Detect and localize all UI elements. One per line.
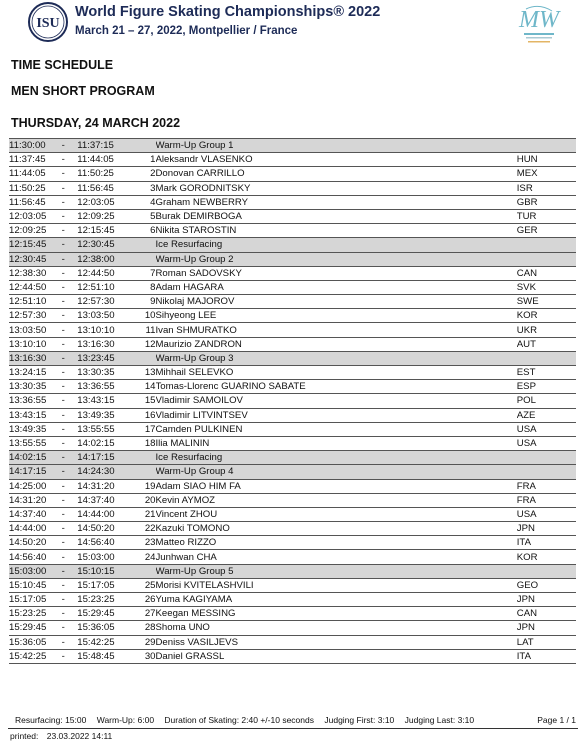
start-time: 13:24:15 xyxy=(9,366,49,380)
start-time: 14:02:15 xyxy=(9,451,49,465)
end-time: 14:56:40 xyxy=(77,536,137,550)
end-time: 13:10:10 xyxy=(77,323,137,337)
start-time: 13:55:55 xyxy=(9,436,49,450)
nation-code: USA xyxy=(517,507,576,521)
start-number: 20 xyxy=(137,493,155,507)
start-time: 14:31:20 xyxy=(9,493,49,507)
end-time: 13:03:50 xyxy=(77,309,137,323)
event-title: MEN SHORT PROGRAM xyxy=(11,84,155,98)
schedule-row xyxy=(9,649,576,663)
start-time: 12:44:50 xyxy=(9,280,49,294)
start-number xyxy=(137,465,155,479)
nation-code xyxy=(517,465,576,479)
start-number: 25 xyxy=(137,578,155,592)
start-number: 4 xyxy=(137,195,155,209)
footer-timing-info xyxy=(15,715,575,725)
schedule-row xyxy=(9,507,576,521)
start-number xyxy=(137,351,155,365)
end-time: 11:56:45 xyxy=(77,181,137,195)
start-number: 14 xyxy=(137,380,155,394)
schedule-row xyxy=(9,280,576,294)
start-time: 15:17:05 xyxy=(9,593,49,607)
isu-logo xyxy=(28,2,68,42)
start-time: 14:44:00 xyxy=(9,522,49,536)
nation-code: FRA xyxy=(517,479,576,493)
skater-name: Sihyeong LEE xyxy=(156,309,517,323)
skater-name: Keegan MESSING xyxy=(156,607,517,621)
start-time: 15:03:00 xyxy=(9,564,49,578)
time-separator: - xyxy=(49,536,77,550)
time-separator: - xyxy=(49,351,77,365)
nation-code xyxy=(517,238,576,252)
skater-name: Mark GORODNITSKY xyxy=(156,181,517,195)
break-label: Warm-Up Group 3 xyxy=(156,351,517,365)
start-number: 7 xyxy=(137,266,155,280)
start-time: 13:49:35 xyxy=(9,422,49,436)
nation-code: LAT xyxy=(517,635,576,649)
start-time: 13:16:30 xyxy=(9,351,49,365)
time-separator: - xyxy=(49,252,77,266)
nation-code: EST xyxy=(517,366,576,380)
end-time: 14:17:15 xyxy=(77,451,137,465)
end-time: 12:51:10 xyxy=(77,280,137,294)
start-time: 13:10:10 xyxy=(9,337,49,351)
svg-text:MW: MW xyxy=(519,7,559,33)
start-time: 15:36:05 xyxy=(9,635,49,649)
skater-name: Vladimir SAMOILOV xyxy=(156,394,517,408)
start-number: 2 xyxy=(137,167,155,181)
skater-name: Adam HAGARA xyxy=(156,280,517,294)
start-time: 11:30:00 xyxy=(9,139,49,153)
nation-code: HUN xyxy=(517,153,576,167)
start-number: 21 xyxy=(137,507,155,521)
time-separator: - xyxy=(49,550,77,564)
nation-code: ITA xyxy=(517,649,576,663)
start-time: 15:23:25 xyxy=(9,607,49,621)
skater-name: Burak DEMIRBOGA xyxy=(156,209,517,223)
time-separator: - xyxy=(49,465,77,479)
start-time: 15:42:25 xyxy=(9,649,49,663)
schedule-row xyxy=(9,394,576,408)
footer-divider xyxy=(8,728,578,729)
end-time: 12:44:50 xyxy=(77,266,137,280)
start-number xyxy=(137,564,155,578)
championship-title: World Figure Skating Championships® 2022 xyxy=(75,4,381,20)
skater-name: Aleksandr VLASENKO xyxy=(156,153,517,167)
start-number xyxy=(137,139,155,153)
start-number: 5 xyxy=(137,209,155,223)
time-separator: - xyxy=(49,224,77,238)
end-time: 12:57:30 xyxy=(77,295,137,309)
championship-subtitle: March 21 – 27, 2022, Montpellier / France xyxy=(75,25,298,37)
skater-name: Ivan SHMURATKO xyxy=(156,323,517,337)
end-time: 15:10:15 xyxy=(77,564,137,578)
end-time: 12:03:05 xyxy=(77,195,137,209)
end-time: 12:30:45 xyxy=(77,238,137,252)
end-time: 11:37:15 xyxy=(77,139,137,153)
schedule-break-row xyxy=(9,351,576,365)
end-time: 13:49:35 xyxy=(77,408,137,422)
start-number: 16 xyxy=(137,408,155,422)
start-number: 6 xyxy=(137,224,155,238)
nation-code: KOR xyxy=(517,550,576,564)
time-separator: - xyxy=(49,295,77,309)
start-number: 12 xyxy=(137,337,155,351)
skater-name: Camden PULKINEN xyxy=(156,422,517,436)
end-time: 14:31:20 xyxy=(77,479,137,493)
start-time: 13:03:50 xyxy=(9,323,49,337)
schedule-row xyxy=(9,337,576,351)
break-label: Warm-Up Group 2 xyxy=(156,252,517,266)
nation-code: GER xyxy=(517,224,576,238)
schedule-row xyxy=(9,195,576,209)
schedule-break-row xyxy=(9,139,576,153)
time-separator: - xyxy=(49,593,77,607)
start-time: 12:03:05 xyxy=(9,209,49,223)
start-number: 15 xyxy=(137,394,155,408)
end-time: 15:36:05 xyxy=(77,621,137,635)
start-time: 14:56:40 xyxy=(9,550,49,564)
start-time: 13:43:15 xyxy=(9,408,49,422)
time-separator: - xyxy=(49,167,77,181)
end-time: 12:15:45 xyxy=(77,224,137,238)
start-number: 17 xyxy=(137,422,155,436)
break-label: Ice Resurfacing xyxy=(156,238,517,252)
start-time: 11:37:45 xyxy=(9,153,49,167)
nation-code: AUT xyxy=(517,337,576,351)
skater-name: Yuma KAGIYAMA xyxy=(156,593,517,607)
schedule-row xyxy=(9,167,576,181)
time-separator: - xyxy=(49,181,77,195)
time-separator: - xyxy=(49,153,77,167)
start-number: 26 xyxy=(137,593,155,607)
start-time: 12:09:25 xyxy=(9,224,49,238)
start-time: 11:56:45 xyxy=(9,195,49,209)
schedule-row xyxy=(9,593,576,607)
time-separator: - xyxy=(49,266,77,280)
end-time: 14:50:20 xyxy=(77,522,137,536)
time-separator: - xyxy=(49,209,77,223)
time-separator: - xyxy=(49,564,77,578)
schedule-row xyxy=(9,522,576,536)
time-separator: - xyxy=(49,238,77,252)
start-number xyxy=(137,451,155,465)
schedule-date: THURSDAY, 24 MARCH 2022 xyxy=(11,116,181,130)
svg-text:ISU: ISU xyxy=(36,16,60,31)
nation-code: KOR xyxy=(517,309,576,323)
end-time: 11:44:05 xyxy=(77,153,137,167)
start-time: 11:44:05 xyxy=(9,167,49,181)
schedule-row xyxy=(9,493,576,507)
nation-code: USA xyxy=(517,436,576,450)
start-time: 14:25:00 xyxy=(9,479,49,493)
nation-code: GBR xyxy=(517,195,576,209)
start-number: 13 xyxy=(137,366,155,380)
start-time: 12:15:45 xyxy=(9,238,49,252)
schedule-row xyxy=(9,479,576,493)
start-number: 27 xyxy=(137,607,155,621)
time-separator: - xyxy=(49,451,77,465)
time-separator: - xyxy=(49,394,77,408)
time-separator: - xyxy=(49,578,77,592)
nation-code: AZE xyxy=(517,408,576,422)
nation-code: UKR xyxy=(517,323,576,337)
time-separator: - xyxy=(49,139,77,153)
time-separator: - xyxy=(49,522,77,536)
end-time: 13:23:45 xyxy=(77,351,137,365)
time-separator: - xyxy=(49,436,77,450)
end-time: 15:03:00 xyxy=(77,550,137,564)
time-separator: - xyxy=(49,366,77,380)
schedule-row xyxy=(9,266,576,280)
skater-name: Junhwan CHA xyxy=(156,550,517,564)
time-separator: - xyxy=(49,507,77,521)
page-number: Page 1 / 1 xyxy=(537,715,576,725)
end-time: 13:36:55 xyxy=(77,380,137,394)
end-time: 15:17:05 xyxy=(77,578,137,592)
nation-code: FRA xyxy=(517,493,576,507)
start-number: 11 xyxy=(137,323,155,337)
skater-name: Mihhail SELEVKO xyxy=(156,366,517,380)
nation-code: SVK xyxy=(517,280,576,294)
nation-code xyxy=(517,351,576,365)
nation-code: ESP xyxy=(517,380,576,394)
skater-name: Roman SADOVSKY xyxy=(156,266,517,280)
start-time: 11:50:25 xyxy=(9,181,49,195)
start-number: 29 xyxy=(137,635,155,649)
schedule-row xyxy=(9,635,576,649)
break-label: Ice Resurfacing xyxy=(156,451,517,465)
end-time: 14:44:00 xyxy=(77,507,137,521)
time-separator: - xyxy=(49,649,77,663)
end-time: 13:55:55 xyxy=(77,422,137,436)
nation-code: CAN xyxy=(517,607,576,621)
end-time: 14:02:15 xyxy=(77,436,137,450)
time-separator: - xyxy=(49,195,77,209)
footer-judging-first: Judging First: 3:10 xyxy=(324,715,395,725)
schedule-break-row xyxy=(9,451,576,465)
skater-name: Daniel GRASSL xyxy=(156,649,517,663)
end-time: 14:37:40 xyxy=(77,493,137,507)
time-separator: - xyxy=(49,422,77,436)
start-number: 22 xyxy=(137,522,155,536)
nation-code xyxy=(517,252,576,266)
time-separator: - xyxy=(49,309,77,323)
start-time: 13:30:35 xyxy=(9,380,49,394)
end-time: 13:30:35 xyxy=(77,366,137,380)
end-time: 13:16:30 xyxy=(77,337,137,351)
schedule-break-row xyxy=(9,252,576,266)
schedule-row xyxy=(9,422,576,436)
time-separator: - xyxy=(49,607,77,621)
skater-name: Deniss VASILJEVS xyxy=(156,635,517,649)
nation-code xyxy=(517,564,576,578)
start-time: 12:51:10 xyxy=(9,295,49,309)
skater-name: Nikolaj MAJOROV xyxy=(156,295,517,309)
printed-value: 23.03.2022 14:11 xyxy=(46,731,113,741)
document-title: TIME SCHEDULE xyxy=(11,58,114,72)
document-header xyxy=(0,0,586,46)
start-time: 12:57:30 xyxy=(9,309,49,323)
schedule-row xyxy=(9,607,576,621)
schedule-row xyxy=(9,209,576,223)
nation-code: TUR xyxy=(517,209,576,223)
skater-name: Kazuki TOMONO xyxy=(156,522,517,536)
time-separator: - xyxy=(49,323,77,337)
schedule-table xyxy=(9,138,576,664)
break-label: Warm-Up Group 1 xyxy=(156,139,517,153)
start-time: 15:10:45 xyxy=(9,578,49,592)
time-separator: - xyxy=(49,635,77,649)
schedule-break-row xyxy=(9,238,576,252)
end-time: 15:23:25 xyxy=(77,593,137,607)
start-number: 3 xyxy=(137,181,155,195)
skater-name: Ilia MALININ xyxy=(156,436,517,450)
break-label: Warm-Up Group 4 xyxy=(156,465,517,479)
start-time: 15:29:45 xyxy=(9,621,49,635)
start-number: 23 xyxy=(137,536,155,550)
nation-code: MEX xyxy=(517,167,576,181)
start-number: 30 xyxy=(137,649,155,663)
time-separator: - xyxy=(49,380,77,394)
start-time: 14:50:20 xyxy=(9,536,49,550)
skater-name: Graham NEWBERRY xyxy=(156,195,517,209)
start-number: 28 xyxy=(137,621,155,635)
schedule-row xyxy=(9,181,576,195)
nation-code: USA xyxy=(517,422,576,436)
schedule-row xyxy=(9,366,576,380)
start-time: 12:30:45 xyxy=(9,252,49,266)
schedule-row xyxy=(9,323,576,337)
time-separator: - xyxy=(49,479,77,493)
schedule-row xyxy=(9,536,576,550)
montpellier-worlds-logo xyxy=(514,1,564,49)
footer-warmup: Warm-Up: 6:00 xyxy=(96,715,155,725)
printed-timestamp xyxy=(10,731,112,741)
skater-name: Vincent ZHOU xyxy=(156,507,517,521)
nation-code: CAN xyxy=(517,266,576,280)
skater-name: Shoma UNO xyxy=(156,621,517,635)
skater-name: Morisi KVITELASHVILI xyxy=(156,578,517,592)
end-time: 15:29:45 xyxy=(77,607,137,621)
schedule-break-row xyxy=(9,564,576,578)
nation-code: ITA xyxy=(517,536,576,550)
end-time: 14:24:30 xyxy=(77,465,137,479)
time-separator: - xyxy=(49,493,77,507)
time-separator: - xyxy=(49,408,77,422)
schedule-row xyxy=(9,224,576,238)
start-number: 18 xyxy=(137,436,155,450)
end-time: 11:50:25 xyxy=(77,167,137,181)
skater-name: Tomas-Llorenc GUARINO SABATE xyxy=(156,380,517,394)
nation-code: JPN xyxy=(517,522,576,536)
skater-name: Matteo RIZZO xyxy=(156,536,517,550)
printed-label: printed: xyxy=(10,731,39,741)
time-separator: - xyxy=(49,621,77,635)
schedule-break-row xyxy=(9,465,576,479)
time-separator: - xyxy=(49,337,77,351)
skater-name: Nikita STAROSTIN xyxy=(156,224,517,238)
footer-resurfacing: Resurfacing: 15:00 xyxy=(15,715,87,725)
skater-name: Donovan CARRILLO xyxy=(156,167,517,181)
schedule-row xyxy=(9,578,576,592)
nation-code: POL xyxy=(517,394,576,408)
schedule-row xyxy=(9,380,576,394)
footer-duration: Duration of Skating: 2:40 +/-10 seconds xyxy=(164,715,314,725)
skater-name: Kevin AYMOZ xyxy=(156,493,517,507)
end-time: 12:09:25 xyxy=(77,209,137,223)
break-label: Warm-Up Group 5 xyxy=(156,564,517,578)
start-number xyxy=(137,238,155,252)
schedule-row xyxy=(9,621,576,635)
schedule-row xyxy=(9,408,576,422)
nation-code: JPN xyxy=(517,593,576,607)
nation-code xyxy=(517,451,576,465)
end-time: 15:42:25 xyxy=(77,635,137,649)
nation-code xyxy=(517,139,576,153)
nation-code: GEO xyxy=(517,578,576,592)
start-number: 8 xyxy=(137,280,155,294)
footer-judging-last: Judging Last: 3:10 xyxy=(404,715,475,725)
schedule-row xyxy=(9,436,576,450)
start-number: 24 xyxy=(137,550,155,564)
schedule-row xyxy=(9,153,576,167)
start-number xyxy=(137,252,155,266)
schedule-row xyxy=(9,309,576,323)
start-number: 19 xyxy=(137,479,155,493)
start-time: 12:38:30 xyxy=(9,266,49,280)
schedule-row xyxy=(9,550,576,564)
start-number: 9 xyxy=(137,295,155,309)
skater-name: Vladimir LITVINTSEV xyxy=(156,408,517,422)
skater-name: Adam SIAO HIM FA xyxy=(156,479,517,493)
nation-code: ISR xyxy=(517,181,576,195)
end-time: 15:48:45 xyxy=(77,649,137,663)
end-time: 13:43:15 xyxy=(77,394,137,408)
nation-code: SWE xyxy=(517,295,576,309)
start-number: 10 xyxy=(137,309,155,323)
schedule-row xyxy=(9,295,576,309)
end-time: 12:38:00 xyxy=(77,252,137,266)
start-number: 1 xyxy=(137,153,155,167)
start-time: 14:37:40 xyxy=(9,507,49,521)
nation-code: JPN xyxy=(517,621,576,635)
skater-name: Maurizio ZANDRON xyxy=(156,337,517,351)
start-time: 14:17:15 xyxy=(9,465,49,479)
start-time: 13:36:55 xyxy=(9,394,49,408)
time-separator: - xyxy=(49,280,77,294)
